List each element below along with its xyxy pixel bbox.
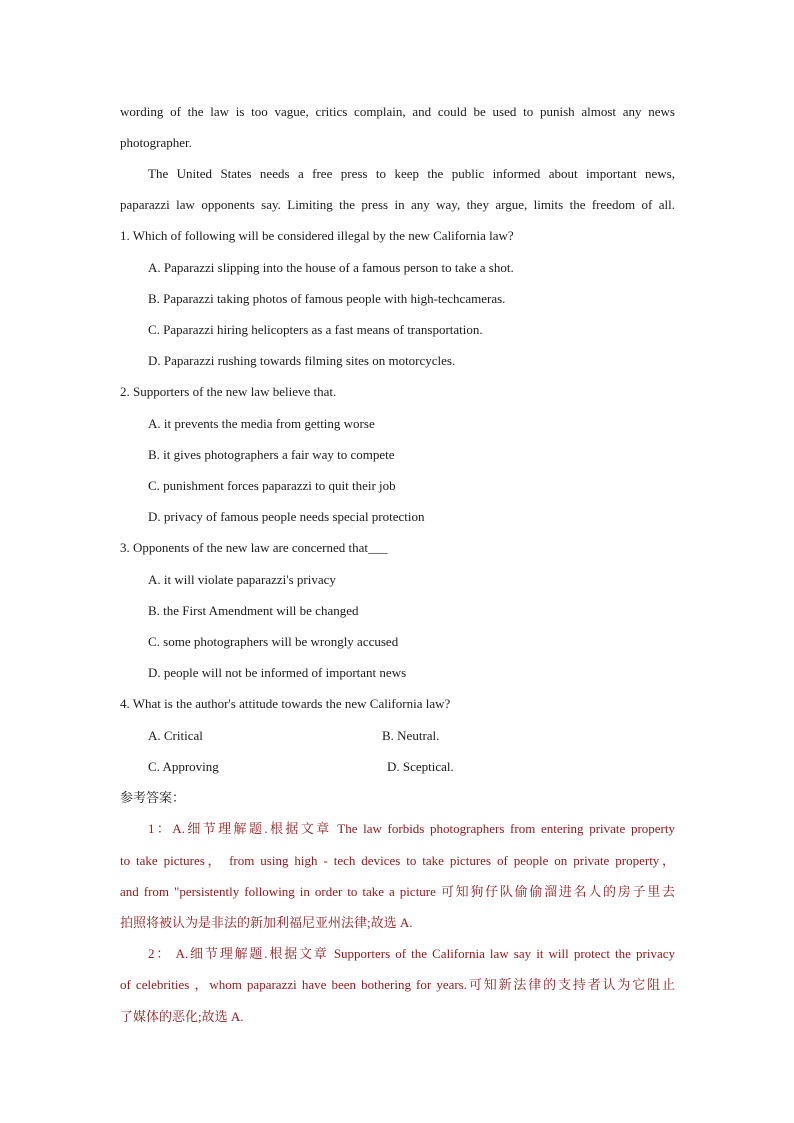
answer-explanation: 拍照将被认为是非法的新加利福尼亚州法律;故选 A. <box>120 915 413 930</box>
answer-option: A. Paparazzi slipping into the house of a famous person to take a shot. <box>148 260 514 275</box>
answer-option: D. privacy of famous people needs special protection <box>148 509 425 524</box>
passage-text: paparazzi law opponents say. Limiting the press in any way, they argue, limits the freedom of all. <box>120 197 675 212</box>
answer-explanation: 2： A.细节理解题.根据文章 Supporters of the California law say it will protect the privacy <box>148 946 675 961</box>
answer-explanation: 了媒体的恶化;故选 A. <box>120 1009 244 1024</box>
answer-option: B. Paparazzi taking photos of famous people with high-techcameras. <box>148 291 506 306</box>
answer-option: B. it gives photographers a fair way to compete <box>148 447 395 462</box>
question-stem: 2. Supporters of the new law believe that. <box>120 384 337 399</box>
answer-option: D. Paparazzi rushing towards filming sites on motorcycles. <box>148 353 456 368</box>
answer-option: C. Approving <box>148 759 219 774</box>
answer-option: C. some photographers will be wrongly accused <box>148 634 399 649</box>
answer-option: A. it will violate paparazzi's privacy <box>148 572 336 587</box>
answer-key-heading: 参考答案： <box>120 790 186 805</box>
answer-option: D. people will not be informed of important news <box>148 665 407 680</box>
answer-explanation: of celebrities ，whom paparazzi have been bothering for years.可知新法律的支持者认为它阻止 <box>120 977 675 992</box>
passage-text: wording of the law is too vague, critics complain, and could be used to punish almost any news <box>120 104 675 119</box>
answer-option: A. Critical <box>148 728 203 743</box>
answer-explanation: and from "persistently following in order to take a picture 可知狗仔队偷偷溜进名人的房子里去 <box>120 884 675 899</box>
answer-option: C. Paparazzi hiring helicopters as a fast means of transportation. <box>148 322 483 337</box>
question-stem: 1. Which of following will be considered illegal by the new California law? <box>120 228 514 243</box>
answer-explanation: to take pictures， from using high - tech devices to take pictures of people on private property， <box>120 853 675 868</box>
question-stem: 3. Opponents of the new law are concerned that___ <box>120 540 388 555</box>
answer-option: A. it prevents the media from getting worse <box>148 416 375 431</box>
answer-option: C. punishment forces paparazzi to quit their job <box>148 478 396 493</box>
answer-option: B. Neutral. <box>382 728 440 743</box>
passage-text: The United States needs a free press to keep the public informed about important news, <box>148 166 675 181</box>
answer-option: D. Sceptical. <box>387 759 454 774</box>
question-stem: 4. What is the author's attitude towards the new California law? <box>120 696 451 711</box>
answer-explanation: 1：A.细节理解题.根据文章 The law forbids photographers from entering private property <box>148 821 675 836</box>
passage-text: photographer. <box>120 135 192 150</box>
answer-option: B. the First Amendment will be changed <box>148 603 359 618</box>
